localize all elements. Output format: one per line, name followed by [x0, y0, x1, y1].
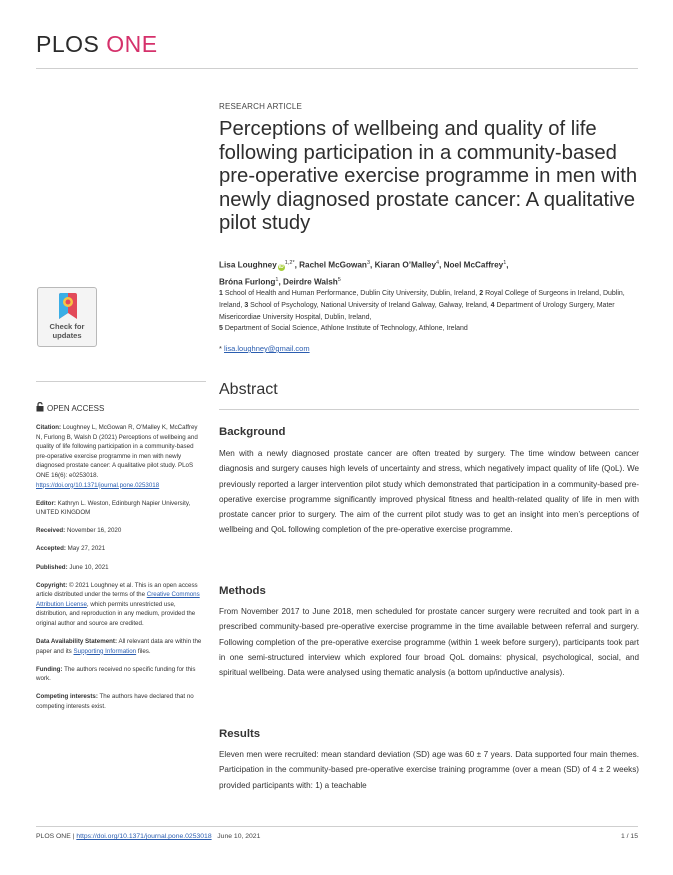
competing-interests-block: Competing interests: The authors have declared that no competing interests exist. — [36, 693, 194, 711]
license-link[interactable]: Creative Commons Attribution License — [36, 591, 200, 608]
background-heading: Background — [219, 426, 286, 438]
author-corr-mark: * — [292, 260, 295, 266]
article-type: RESEARCH ARTICLE — [219, 102, 303, 111]
footer-date: June 10, 2021 — [217, 833, 261, 840]
author-list: Lisa Loughney $iD^{1,2*}$, Rachel McGowan$^3$, Kiaran O’Malley$^4$, Noel McCaffrey$^1$, Brόna Furlong$^1$, Deirdre Walsh$^5$ — [219, 260, 509, 287]
author-affil-sup: 1 — [503, 260, 507, 266]
journal-logo: PLOS ONE — [36, 31, 158, 57]
data-availability-block: Data Availability Statement: All relevant data are within the paper and its Supporting Information files. — [36, 638, 202, 655]
header-divider — [36, 68, 638, 69]
background-paragraph: Men with a newly diagnosed prostate cancer are often treated by surgery. The time window between cancer diagnosis and surgery causes high levels of uncertainty and stress, which negatively impact quality of life (QoL). We previously reported a larger intervention pilot study which demonstrated that participation in a community-based pre-operative exercise programme significantly improved physical fitness and health-related quality of life in men with prostate cancer prior to surgery. The aim of the current pilot study was to get an insight into men’s perceptions of wellbeing and QoL following completion of the pre-operative exercise programme. — [219, 449, 639, 535]
affiliations — [219, 288, 639, 335]
author-affil-sup: 1,2 — [284, 260, 293, 266]
open-lock-icon — [36, 402, 44, 414]
bookmark-ribbon-icon — [56, 293, 80, 321]
copyright-block: Copyright: © 2021 Loughney et al. This is an open access article distributed under the terms of the Creative Commons Attribution License, which permits unrestricted use, distribution, and reproduction in any medium, provided the original author and source are credited. — [36, 581, 200, 627]
affil-num: 1 — [219, 290, 223, 297]
methods-paragraph: From November 2017 to June 2018, men scheduled for prostate cancer surgery were recruited and took part in a prescribed community-based pre-operative exercise programme in the time available between referral and surgery. Following completion of the pre-operative exercise programme (within 1 week before surgery), participants took part in one semi-structured interview which explored four broad QoL domains: physical, psychological, social, and spiritual wellbeing. Data were analysed using thematic analysis (a bottom up/inductive analysis). — [219, 607, 639, 678]
author-name[interactable]: Deirdre Walsh — [283, 277, 338, 287]
check-for-updates-badge[interactable] — [37, 287, 97, 347]
author-affil-sup: 3 — [366, 260, 370, 266]
orcid-icon[interactable]: iD — [278, 263, 284, 270]
affil-num: 2 — [479, 290, 484, 297]
footer-separator: | — [72, 833, 75, 840]
sidebar-divider — [36, 381, 206, 382]
article-info-sidebar — [36, 423, 204, 720]
affil-text: Department of Social Science, Athlone Institute of Technology, Athlone, Ireland — [224, 325, 468, 333]
affil-num: 3 — [244, 301, 249, 309]
results-heading: Results — [219, 728, 261, 740]
funding-block: Funding: The authors received no specific funding for this work. — [36, 665, 196, 683]
published-block: Published: June 10, 2021 — [36, 563, 109, 571]
methods-heading: Methods — [219, 585, 266, 597]
abstract-heading: Abstract — [219, 381, 278, 398]
author-name[interactable]: Lisa Loughney — [219, 260, 277, 270]
editor-block: Editor: Kathryn L. Weston, Edinburgh Napier University, UNITED KINGDOM — [36, 499, 191, 517]
citation-block: Citation: Loughney L, McGowan R, O’Malley K, McCaffrey N, Furlong B, Walsh D (2021) Perceptions of wellbeing and quality of life following participation in a community-based pre-operative exercise programme in men with newly diagnosed prostate cancer: A qualitative pilot study. PLoS ONE 16(6): e0253018. https://doi.org/10.1371/journal.pone.0253018 — [36, 424, 198, 489]
received-block: Received: November 16, 2020 — [36, 527, 122, 535]
author-affil-sup: 4 — [436, 260, 440, 266]
corr-email-link[interactable]: lisa.loughney@gmail.com — [224, 344, 310, 353]
supporting-info-link[interactable]: Supporting Information — [73, 647, 137, 655]
footer-divider — [36, 826, 638, 827]
affil-num: 4 — [490, 301, 495, 309]
author-name[interactable]: Rachel McGowan — [299, 260, 367, 270]
article-title: Perceptions of wellbeing and quality of life following participation in a community-based pre-operative exercise programme in men with newly diagnosed prostate cancer: A qualitative pilot study — [219, 118, 638, 235]
affil-num: 5 — [219, 325, 223, 333]
author-affil-sup: 1 — [275, 276, 279, 283]
affil-text: Royal College of Surgeons in Ireland, Dublin, Ireland, — [219, 290, 625, 309]
author-name[interactable]: Kiaran O’Malley — [374, 260, 436, 270]
correspondence — [219, 344, 310, 353]
accepted-block: Accepted: May 27, 2021 — [36, 545, 106, 553]
author-affil-sup: 5 — [337, 276, 341, 283]
page-footer — [36, 833, 638, 840]
page-number: 1 / 15 — [620, 833, 638, 840]
affil-text: School of Psychology, National University of Ireland Galway, Galway, Ireland, — [250, 301, 489, 309]
footer-journal: PLOS ONE — [36, 833, 71, 840]
corr-star: * — [219, 344, 222, 353]
results-paragraph: Eleven men were recruited: mean standard deviation (SD) age was 60 ± 7 years. Data supported four main themes. Participation in the community-based pre-operative exercise training programme (over a mean (SD) of 4 ± 2 weeks) provided participants with: 1) a teachable — [219, 750, 639, 790]
author-name[interactable]: Noel McCaffrey — [443, 260, 504, 270]
affil-text: School of Health and Human Performance, Dublin City University, Dublin, Ireland, — [224, 290, 478, 297]
affil-text: Department of Urology Surgery, Mater Misericordiae University Hospital, Dublin, Ireland, — [219, 301, 615, 321]
citation-doi-link[interactable]: https://doi.org/10.1371/journal.pone.0253018 — [36, 481, 160, 489]
author-name[interactable]: Brόna Furlong — [219, 277, 276, 287]
open-access-label: OPEN ACCESS — [36, 402, 104, 414]
abstract-divider — [219, 409, 639, 410]
footer-doi-link[interactable]: https://doi.org/10.1371/journal.pone.0253018 — [76, 833, 212, 840]
badge-text: Check for updates — [49, 322, 85, 340]
